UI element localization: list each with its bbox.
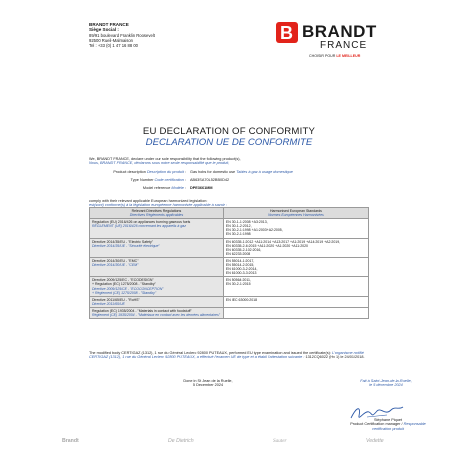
certification-fr: L'organisme notifié CERTIGAZ (1312), 1 rue du Général Leclerc 92800 PUTEAUX, a effectué l'examen UE de type et a établi l'attestation suivante :	[89, 351, 364, 360]
brand-logos	[0, 438, 458, 452]
signer-name: Stéphane Piquet	[373, 418, 403, 422]
table-row: Regulation (EC) 1935/2004 - "Materials in contact with foodstuff" Règlement (CE) 1935/2004 - "Matériaux en contact avec les denrées alimentaires"	[90, 307, 369, 318]
signer	[346, 418, 430, 431]
logo-brand: BRANDT	[302, 22, 377, 41]
seat-label: Siège Social :	[89, 27, 119, 33]
brand-logo-vedette: Vedette	[366, 438, 384, 444]
certification-en: The modified body CERTIGAZ (1312), 1 rue du Général Leclerc 92800 PUTEAUX, performed EU type examination and issued the certificate(s):	[89, 351, 331, 355]
company-name: BRANDT FRANCE	[89, 22, 129, 27]
comply-en: comply with their relevant applicable European harmonized legislation:	[89, 199, 208, 203]
brand-logo-brandt: Brandt	[62, 438, 79, 444]
intro-en: We, BRANDT FRANCE, declare under our sole responsibility that the following product(s),	[89, 157, 241, 161]
regulations-table	[89, 207, 369, 319]
company-address	[89, 22, 155, 48]
brandt-logo-mark-icon: B	[276, 22, 298, 43]
address-line-2: 92500 Rueil-Malmaison	[89, 37, 133, 43]
table-row: Directive 2014/35/EU - "Electric Safety" Directive 2014/35/UE - "Sécurité électrique" EN 60335-1:2012 +A11:2014 +A13:2017 +A1:2019 +A14:2019 +A2:2019, EN 60335-2-6:2015 +A11:2020 +A1:2020 +A11:2020 EN 60335-2-102:2016, EN 62233:2008	[90, 238, 369, 257]
intro-fr: Nous, BRANDT FRANCE, déclarons sous notre seule responsabilité que le produit,	[89, 161, 230, 166]
header-directives: Relevant Directives Regulations Directives Règlements applicables	[90, 208, 224, 219]
brand-logo-sauter: Sauter	[273, 438, 287, 444]
signer-role: Product Certification manager / Responsable certification produit	[350, 422, 426, 431]
table-row: Directive 2009/125/EC - "ECODESIGN" + Regulation (EC) 1275/2008 - "Standby" Directive 2009/125/CE - "ECOCONCEPTION" + Règlement (CE) 1275/2008 - "Standby" EN 50564:2011, EN 30-2-1:2015	[90, 277, 369, 296]
place-date-fr: Fait à Saint-Jean-de-la-Ruelle, le 5 décembre 2024	[360, 379, 412, 388]
logo-tagline: CHOISIR POUR LE MEILLEUR	[309, 54, 361, 58]
address-line-1: 89/91 boulevard Franklin Roosevelt	[89, 32, 155, 38]
place-date-en: Done in St Jean de la Ruelle, 5 December 2024	[183, 379, 233, 388]
certificate-number: 1312CQ6022 (Hv 1) le 24/01/2018.	[305, 355, 365, 360]
phone: Tel : +33 (0) 1 47 16 88 00	[89, 43, 139, 49]
intro	[89, 157, 389, 166]
title-en: EU DECLARATION OF CONFORMITY	[142, 126, 316, 137]
logo-country: FRANCE	[320, 40, 368, 51]
table-row: Directive 2014/30/EU - "EMC" Directive 2014/30/UE - "CEM" EN 55014-1:2017, EN 55014-2:2015, EN 61000-3-2:2014, EN 61000-3-3:2013	[90, 257, 369, 276]
table-row: Directive 2011/65/EU - "RoHS" Directive 2011/65/UE EN IEC 63000:2018	[90, 296, 369, 307]
brandt-logo	[276, 22, 376, 68]
title-fr: DECLARATION UE DE CONFORMITE	[145, 137, 313, 148]
table-row: Regulation (EU) 2016/426 on appliances burning gaseous fuels RÈGLEMENT (UE) 2016/426 concernant les appareils à gaz EN 30-1-1:2008 +A3:2013, EN 30-1-2:2012, EN 30-2-1:1998 +A1:2003+A2:2005, EN 30-2-1:1998	[90, 219, 369, 238]
table-header-row	[90, 208, 369, 219]
brand-logo-dedietrich: De Dietrich	[168, 438, 194, 444]
certification	[89, 351, 379, 360]
header-standards: Harmonised European Standards Normes Européennes Harmonisées	[223, 208, 368, 219]
comply-fr: est(sont) conforme(s) à la législation européenne harmonisée applicable à savoir :	[89, 203, 228, 208]
